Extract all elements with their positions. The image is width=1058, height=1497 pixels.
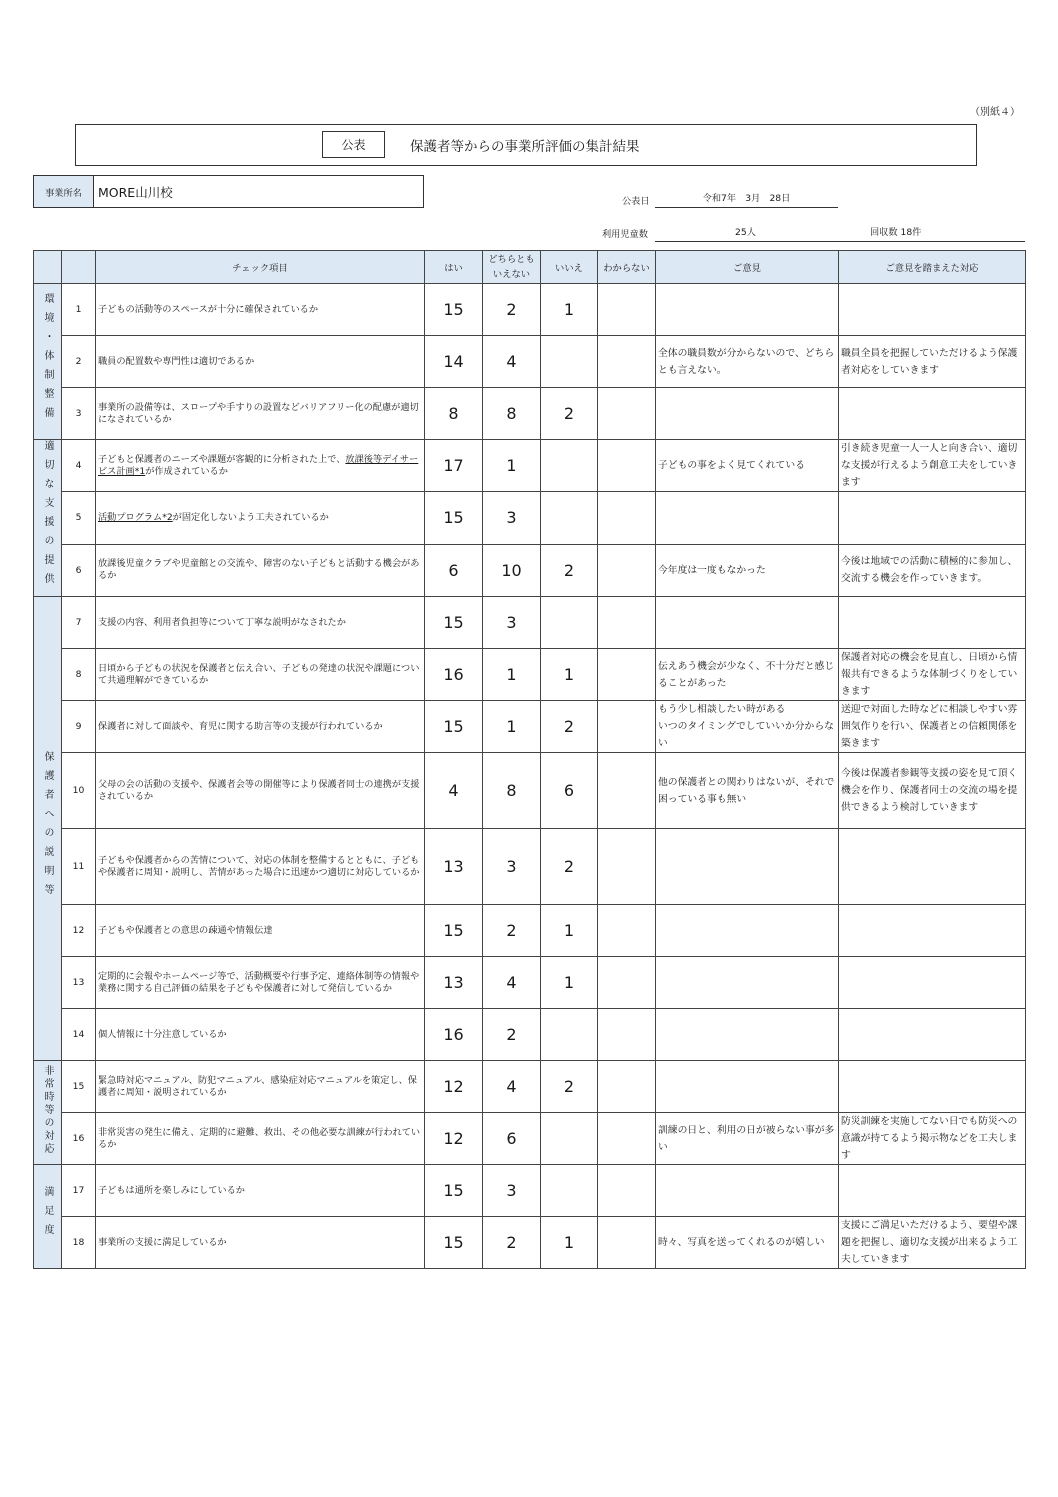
item-number: 14 — [62, 1009, 96, 1061]
check-item-text: が作成されているか — [145, 465, 228, 477]
section-cell — [34, 1165, 62, 1269]
count-no — [541, 1113, 598, 1165]
count-yes: 13 — [425, 829, 483, 905]
response-cell: 支援にご満足いただけるよう、要望や課題を把握し、適切な支援が出来るよう工夫していきます — [839, 1217, 1026, 1269]
count-no — [541, 597, 598, 649]
section-cell — [34, 440, 62, 597]
opinion-cell: 全体の職員数が分からないので、どちらとも言えない。 — [656, 336, 839, 388]
section-label: 満足度 — [42, 1186, 53, 1243]
count-no: 1 — [541, 957, 598, 1009]
count-neutral: 1 — [483, 440, 541, 492]
check-item — [96, 829, 425, 905]
check-item-text: 子どもや保護者からの苦情について、対応の体制を整備するとともに、子どもや保護者に周知・説明し、苦情があった場合に迅速かつ適切に対応しているか — [98, 854, 420, 878]
opinion-cell: 訓練の日と、利用の日が被らない事が多い — [656, 1113, 839, 1165]
table-row — [34, 957, 1026, 1009]
facility-name: MORE山川校 — [98, 184, 173, 200]
header-row — [34, 251, 1026, 284]
count-yes: 4 — [425, 753, 483, 829]
check-item-text: 子どもや保護者との意思の疎通や情報伝達 — [98, 924, 273, 936]
check-item — [96, 388, 425, 440]
opinion-cell — [656, 1061, 839, 1113]
opinion-cell — [656, 829, 839, 905]
response-cell: 保護者対応の機会を見直し、日頃から情報共有できるような体制づくりをしていきます — [839, 649, 1026, 701]
count-unknown — [598, 1061, 656, 1113]
count-unknown — [598, 1217, 656, 1269]
count-yes: 6 — [425, 544, 483, 596]
item-number: 2 — [62, 336, 96, 388]
count-yes: 15 — [425, 492, 483, 544]
check-item-text: 支援の内容、利用者負担等について丁寧な説明がなされたか — [98, 616, 346, 628]
section-cell — [34, 1061, 62, 1165]
count-yes: 13 — [425, 957, 483, 1009]
table-row — [34, 336, 1026, 388]
count-yes: 16 — [425, 1009, 483, 1061]
response-cell — [839, 492, 1026, 544]
count-unknown — [598, 440, 656, 492]
header-neutral-line-1: どちらとも — [488, 254, 535, 265]
response-cell — [839, 1061, 1026, 1113]
count-yes: 16 — [425, 649, 483, 701]
check-item-text: 定期的に会報やホームページ等で、活動概要や行事予定、連絡体制等の情報や業務に関する自己評価の結果を子どもや保護者に対して発信しているか — [98, 970, 420, 994]
check-item — [96, 544, 425, 596]
opinion-cell: 今年度は一度もなかった — [656, 544, 839, 596]
check-item — [96, 1061, 425, 1113]
count-neutral: 2 — [483, 1009, 541, 1061]
publication-date: 令和7年 3月 28日 — [655, 191, 838, 208]
table-row — [34, 701, 1026, 753]
section-cell — [34, 597, 62, 1061]
table-row — [34, 1061, 1026, 1113]
count-neutral: 2 — [483, 905, 541, 957]
item-number: 9 — [62, 701, 96, 753]
check-item — [96, 701, 425, 753]
opinion-cell — [656, 388, 839, 440]
item-number: 10 — [62, 753, 96, 829]
item-number: 11 — [62, 829, 96, 905]
item-number: 12 — [62, 905, 96, 957]
header-opinion: ご意見 — [656, 251, 839, 284]
facility-label: 事業所名 — [34, 176, 94, 207]
stats-line — [655, 225, 1025, 242]
check-item — [96, 1165, 425, 1217]
count-neutral: 8 — [483, 753, 541, 829]
check-item — [96, 597, 425, 649]
count-yes: 15 — [425, 905, 483, 957]
response-cell — [839, 1165, 1026, 1217]
count-yes: 15 — [425, 597, 483, 649]
count-unknown — [598, 492, 656, 544]
check-item — [96, 492, 425, 544]
response-cell — [839, 597, 1026, 649]
check-item — [96, 957, 425, 1009]
item-number: 6 — [62, 544, 96, 596]
item-number: 17 — [62, 1165, 96, 1217]
facility-row — [33, 175, 424, 208]
check-item-text: 緊急時対応マニュアル、防犯マニュアル、感染症対応マニュアルを策定し、保護者に周知・説明されているか — [98, 1074, 417, 1098]
count-unknown — [598, 649, 656, 701]
opinion-cell — [656, 1165, 839, 1217]
table-row — [34, 1113, 1026, 1165]
count-no: 2 — [541, 701, 598, 753]
count-unknown — [598, 284, 656, 336]
count-no — [541, 492, 598, 544]
response-cell: 職員全員を把握していただけるよう保護者対応をしていきます — [839, 336, 1026, 388]
check-item-text: 事業所の支援に満足しているか — [98, 1236, 227, 1248]
count-no: 1 — [541, 284, 598, 336]
count-unknown — [598, 701, 656, 753]
section-cell — [34, 284, 62, 440]
count-yes: 15 — [425, 284, 483, 336]
count-yes: 8 — [425, 388, 483, 440]
count-yes: 15 — [425, 1165, 483, 1217]
count-no — [541, 1009, 598, 1061]
opinion-cell: 伝えあう機会が少なく、不十分だと感じることがあった — [656, 649, 839, 701]
table-row — [34, 544, 1026, 596]
item-number: 5 — [62, 492, 96, 544]
opinion-cell: もう少し相談したい時がある いつのタイミングでしていいか分からない — [656, 701, 839, 753]
page-title: 保護者等からの事業所評価の集計結果 — [410, 139, 640, 155]
table-row — [34, 597, 1026, 649]
check-item-text: 保護者に対して面談や、育児に関する助言等の支援が行われているか — [98, 720, 383, 732]
item-number: 13 — [62, 957, 96, 1009]
check-item-text: 非常災害の発生に備え、定期的に避難、救出、その他必要な訓練が行われているか — [98, 1126, 421, 1150]
check-item-text: 父母の会の活動の支援や、保護者会等の開催等により保護者同士の連携が支援されているか — [98, 778, 420, 802]
count-yes: 15 — [425, 1217, 483, 1269]
opinion-cell — [656, 905, 839, 957]
check-item — [96, 1217, 425, 1269]
response-cell: 引き続き児童一人一人と向き合い、適切な支援が行えるよう創意工夫をしていきます — [839, 440, 1026, 492]
check-item-text: 日頃から子どもの状況を保護者と伝え合い、子どもの発達の状況や課題について共通理解ができているか — [98, 662, 420, 686]
count-neutral: 8 — [483, 388, 541, 440]
opinion-cell — [656, 1009, 839, 1061]
header-yes: はい — [425, 251, 483, 284]
table-body — [34, 284, 1026, 1269]
check-item-text: 個人情報に十分注意しているか — [98, 1028, 227, 1040]
item-number: 7 — [62, 597, 96, 649]
evaluation-table — [33, 250, 1026, 1269]
count-unknown — [598, 905, 656, 957]
section-label: 適切な支援の提供 — [42, 440, 53, 592]
header-number — [62, 251, 96, 284]
count-no: 6 — [541, 753, 598, 829]
count-neutral: 1 — [483, 701, 541, 753]
count-no: 1 — [541, 1217, 598, 1269]
table-row — [34, 1009, 1026, 1061]
count-unknown — [598, 544, 656, 596]
section-label: 保護者への説明等 — [42, 750, 53, 903]
table-row — [34, 1217, 1026, 1269]
check-item — [96, 649, 425, 701]
response-cell — [839, 905, 1026, 957]
response-cell: 今後は保護者参観等支援の姿を見て頂く機会を作り、保護者同士の交流の場を提供できるよう検討していきます — [839, 753, 1026, 829]
count-neutral: 6 — [483, 1113, 541, 1165]
count-no: 1 — [541, 905, 598, 957]
response-cell: 防災訓練を実施してない日でも防災への意識が持てるよう掲示物などを工夫します — [839, 1113, 1026, 1165]
table-row — [34, 388, 1026, 440]
check-item — [96, 440, 425, 492]
table-row — [34, 492, 1026, 544]
count-no: 2 — [541, 1061, 598, 1113]
item-number: 18 — [62, 1217, 96, 1269]
children-count: 25人 — [735, 227, 756, 238]
opinion-cell: 他の保護者との関わりはないが、それで困っている事も無い — [656, 753, 839, 829]
count-neutral: 3 — [483, 829, 541, 905]
check-item-underlined-text: 放課後等デイサービス計画*1 — [98, 453, 419, 477]
count-unknown — [598, 829, 656, 905]
item-number: 1 — [62, 284, 96, 336]
count-no: 2 — [541, 829, 598, 905]
publication-date-label: 公表日 — [622, 196, 650, 207]
count-neutral: 3 — [483, 597, 541, 649]
publication-badge: 公表 — [322, 131, 385, 158]
count-no: 2 — [541, 544, 598, 596]
header-check-item: チェック項目 — [96, 251, 425, 284]
table-row — [34, 1165, 1026, 1217]
count-unknown — [598, 1113, 656, 1165]
count-neutral: 1 — [483, 649, 541, 701]
response-cell: 今後は地域での活動に積極的に参加し、交流する機会を作っていきます。 — [839, 544, 1026, 596]
check-item — [96, 905, 425, 957]
header-neutral — [483, 251, 541, 284]
count-neutral: 4 — [483, 1061, 541, 1113]
count-neutral: 4 — [483, 957, 541, 1009]
count-neutral: 2 — [483, 1217, 541, 1269]
check-item-text: 職員の配置数や専門性は適切であるか — [98, 355, 255, 367]
header-response: ご意見を踏まえた対応 — [839, 251, 1026, 284]
table-row — [34, 440, 1026, 492]
response-cell — [839, 388, 1026, 440]
response-cell — [839, 957, 1026, 1009]
response-cell — [839, 829, 1026, 905]
opinion-cell — [656, 597, 839, 649]
response-cell: 送迎で対面した時などに相談しやすい雰囲気作りを行い、保護者との信頼関係を築きます — [839, 701, 1026, 753]
count-neutral: 3 — [483, 492, 541, 544]
count-neutral: 3 — [483, 1165, 541, 1217]
item-number: 16 — [62, 1113, 96, 1165]
response-cell — [839, 284, 1026, 336]
opinion-cell: 子どもの事をよく見てくれている — [656, 440, 839, 492]
item-number: 15 — [62, 1061, 96, 1113]
table-row — [34, 649, 1026, 701]
count-no — [541, 1165, 598, 1217]
check-item — [96, 336, 425, 388]
count-no — [541, 336, 598, 388]
count-yes: 12 — [425, 1061, 483, 1113]
check-item — [96, 284, 425, 336]
count-neutral: 4 — [483, 336, 541, 388]
count-yes: 12 — [425, 1113, 483, 1165]
check-item-text: 子どもと保護者のニーズや課題が客観的に分析された上で、 — [98, 453, 346, 465]
table-row — [34, 753, 1026, 829]
item-number: 8 — [62, 649, 96, 701]
count-no: 2 — [541, 388, 598, 440]
check-item-text: 子どもは通所を楽しみにしているか — [98, 1184, 245, 1196]
count-neutral: 2 — [483, 284, 541, 336]
check-item-text: 事業所の設備等は、スロープや手すりの設置などバリアフリー化の配慮が適切になされているか — [98, 401, 419, 425]
check-item-text: 子どもの活動等のスペースが十分に確保されているか — [98, 303, 319, 315]
response-count: 回収数 18件 — [870, 227, 922, 238]
check-item — [96, 753, 425, 829]
count-yes: 15 — [425, 701, 483, 753]
table-row — [34, 905, 1026, 957]
count-unknown — [598, 388, 656, 440]
count-yes: 17 — [425, 440, 483, 492]
header-neutral-line-2: いえない — [492, 269, 531, 280]
section-label: 非常時等の対応 — [42, 1065, 53, 1156]
count-unknown — [598, 336, 656, 388]
count-neutral: 10 — [483, 544, 541, 596]
check-item-text: が固定化しないよう工夫されているか — [172, 511, 329, 523]
count-no: 1 — [541, 649, 598, 701]
header-no: いいえ — [541, 251, 598, 284]
opinion-cell — [656, 957, 839, 1009]
check-item — [96, 1009, 425, 1061]
response-cell — [839, 1009, 1026, 1061]
opinion-cell: 時々、写真を送ってくれるのが嬉しい — [656, 1217, 839, 1269]
children-count-label: 利用児童数 — [602, 229, 648, 240]
section-label: 環境・体制整備 — [42, 293, 53, 426]
annex-label: （別紙４） — [970, 107, 1020, 118]
item-number: 3 — [62, 388, 96, 440]
table-row — [34, 284, 1026, 336]
opinion-cell — [656, 284, 839, 336]
count-unknown — [598, 957, 656, 1009]
count-unknown — [598, 1009, 656, 1061]
table-row — [34, 829, 1026, 905]
count-no — [541, 440, 598, 492]
header-section — [34, 251, 62, 284]
check-item-underlined-text: 活動プログラム*2 — [98, 511, 173, 523]
opinion-cell — [656, 492, 839, 544]
count-unknown — [598, 597, 656, 649]
check-item — [96, 1113, 425, 1165]
count-yes: 14 — [425, 336, 483, 388]
count-unknown — [598, 753, 656, 829]
item-number: 4 — [62, 440, 96, 492]
count-unknown — [598, 1165, 656, 1217]
header-unknown: わからない — [598, 251, 656, 284]
check-item-text: 放課後児童クラブや児童館との交流や、障害のない子どもと活動する機会があるか — [98, 558, 420, 582]
